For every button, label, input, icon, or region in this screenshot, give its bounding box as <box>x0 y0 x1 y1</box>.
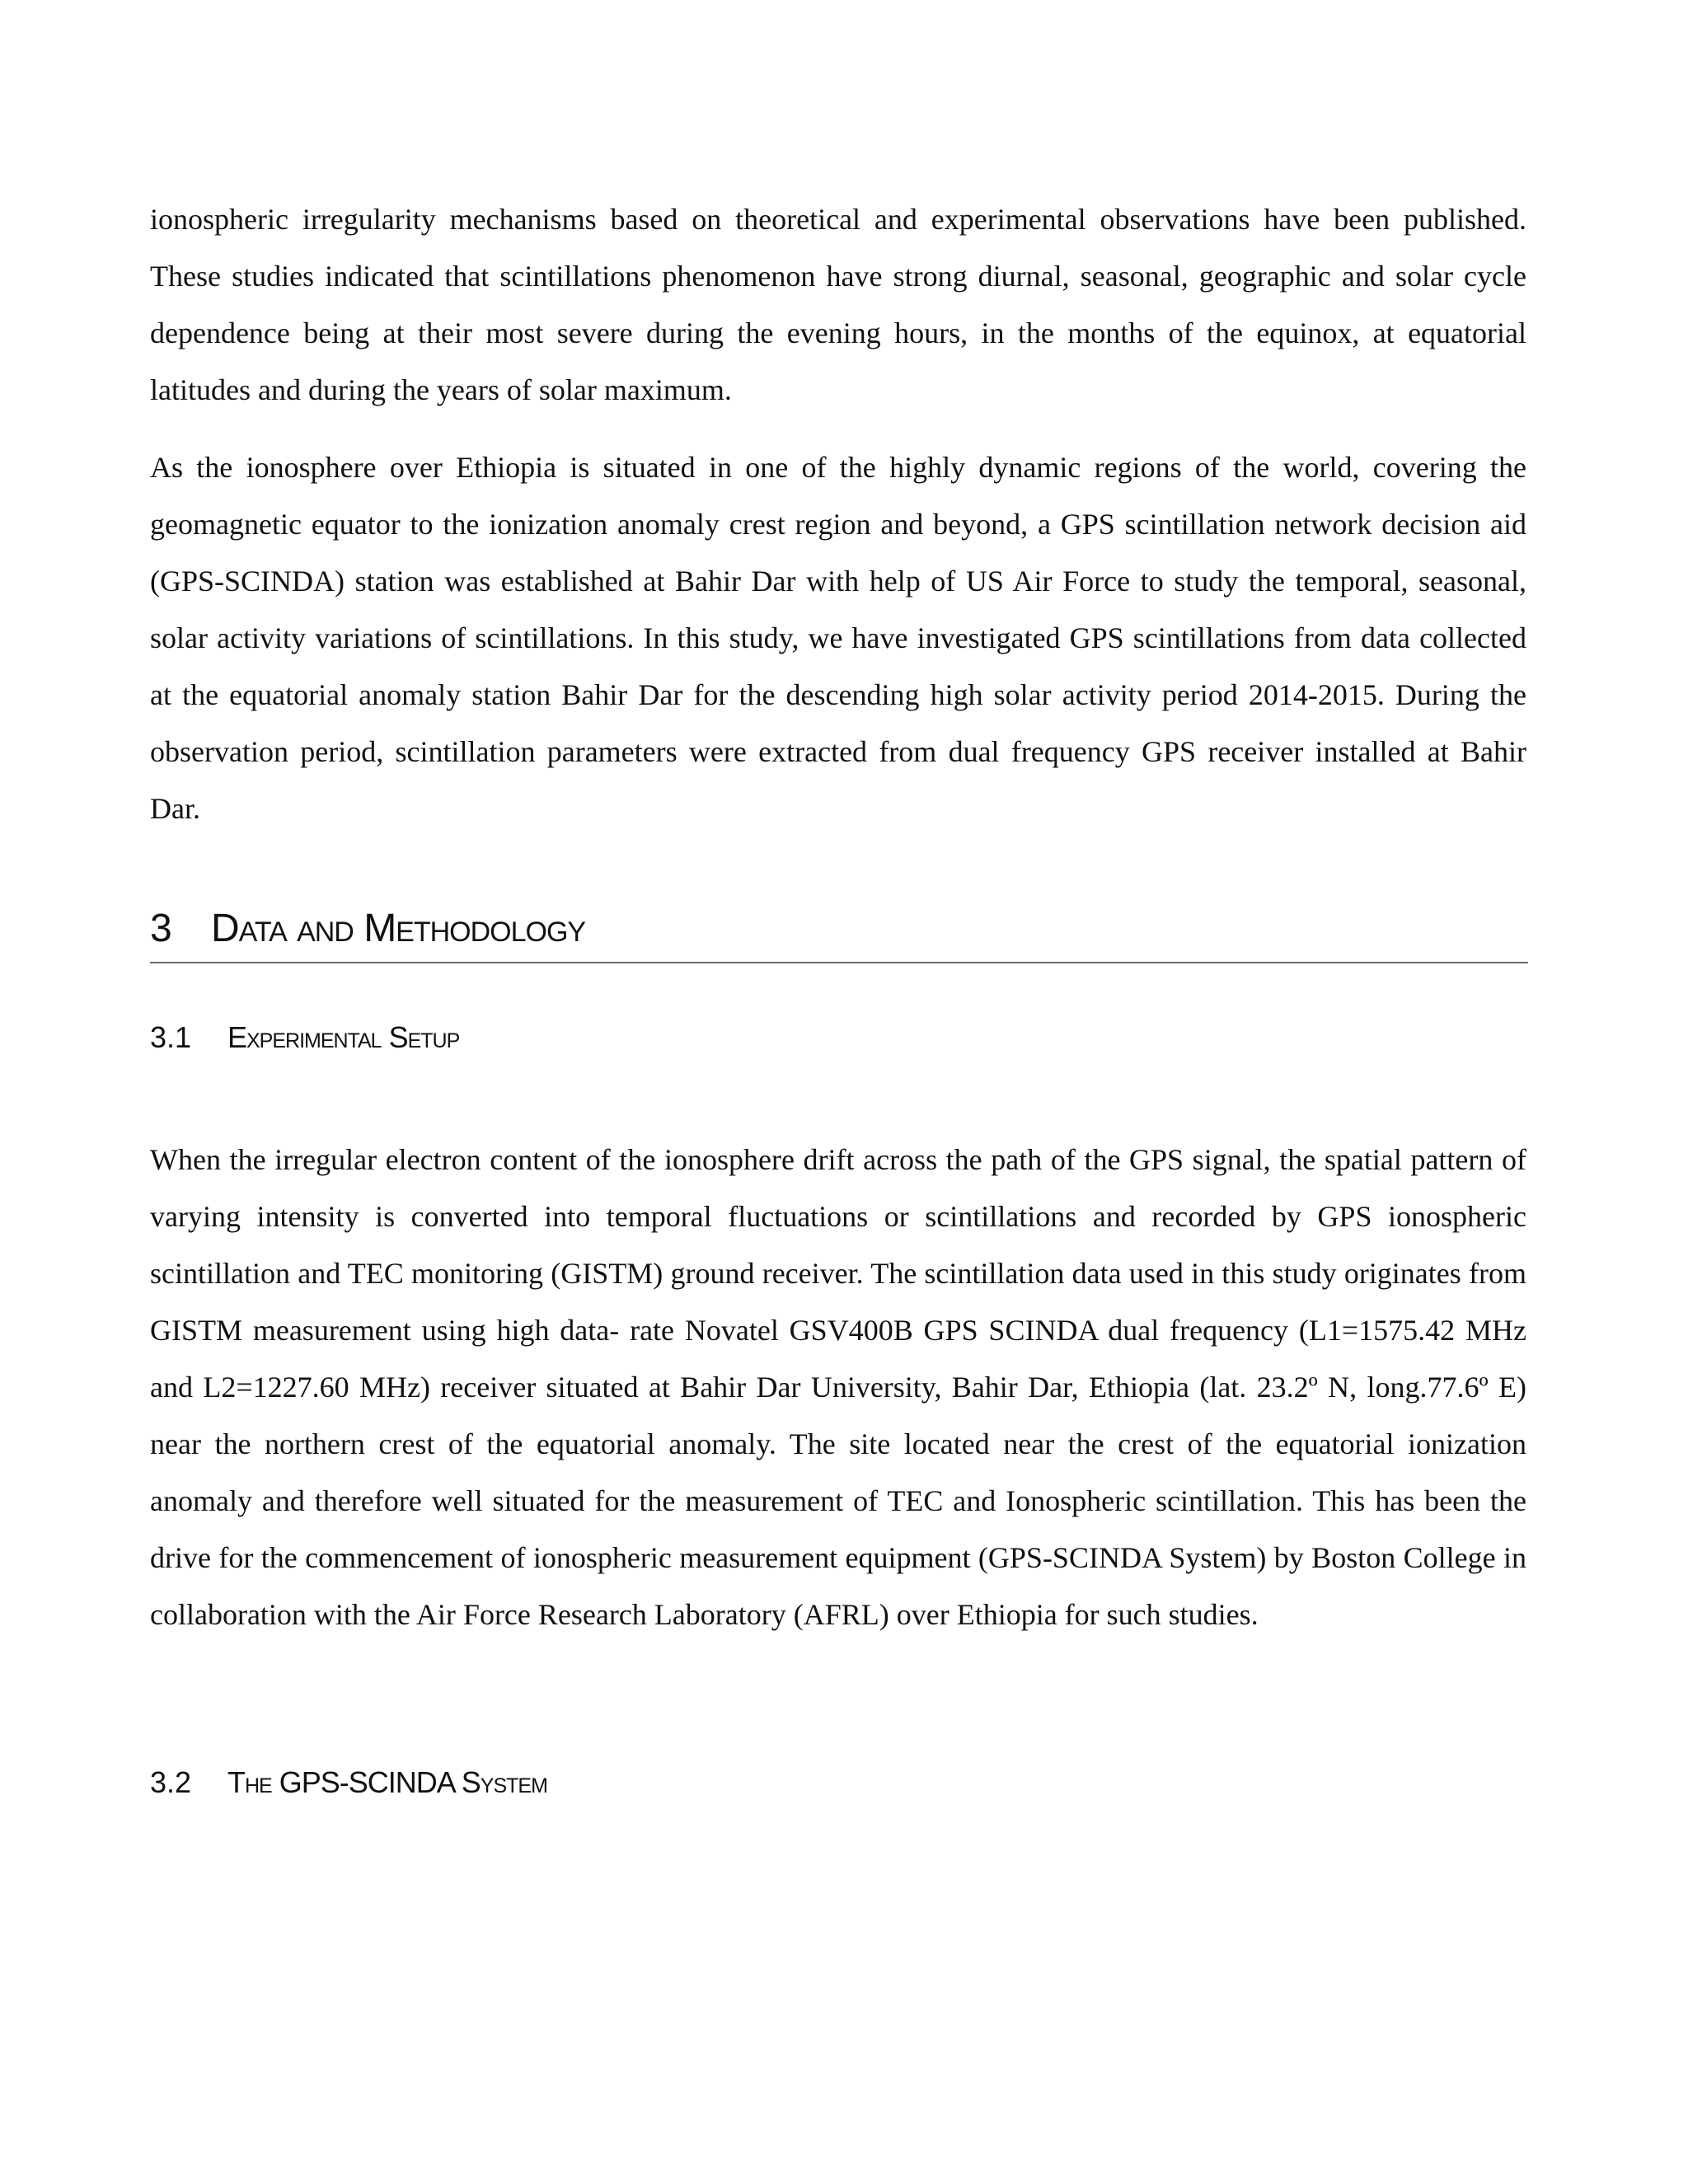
paragraph: ionospheric irregularity mechanisms based on theoretical and experimental observations have been published. These studies indicated that scintillations phenomenon have strong diurnal, seasonal, geographic and solar cycle dependence being at their most severe during the evening hours, in the months of the equinox, at equatorial latitudes and during the years of solar maximum. <box>150 203 1526 406</box>
paragraph: When the irregular electron content of the ionosphere drift across the path of the GPS signal, the spatial pattern of varying intensity is converted into temporal fluctuations or scintillations and recorded by GPS ionospheric scintillation and TEC monitoring (GISTM) ground receiver. The scintillation data used in this study originates from GISTM measurement using high data- rate Novatel GSV400B GPS SCINDA dual frequency (L1=1575.42 MHz and L2=1227.60 MHz) receiver situated at Bahir Dar University, Bahir Dar, Ethiopia (lat. 23.2º N, long.77.6º E) near the northern crest of the equatorial anomaly. The site located near the crest of the equatorial ionization anomaly and therefore well situated for the measurement of TEC and Ionospheric scintillation. This has been the drive for the commencement of ionospheric measurement equipment (GPS-SCINDA System) by Boston College in collaboration with the Air Force Research Laboratory (AFRL) over Ethiopia for such studies. <box>150 1143 1526 1631</box>
subsection-number: 3.2 <box>150 1765 192 1799</box>
subsection-title: Experimental Setup <box>227 1020 460 1054</box>
subsection-title: The GPS-SCINDA System <box>227 1765 547 1799</box>
section-3-1-text <box>150 1132 1526 1643</box>
section-number: 3 <box>150 907 172 950</box>
subsection-number: 3.1 <box>150 1020 192 1054</box>
intro-text-block <box>150 191 1526 837</box>
section-title: Data and Methodology <box>211 907 586 950</box>
section-3-heading <box>150 902 1528 963</box>
paragraph: As the ionosphere over Ethiopia is situated in one of the highly dynamic regions of the world, covering the geomagnetic equator to the ionization anomaly crest region and beyond, a GPS scintillation network decision aid (GPS-SCINDA) station was established at Bahir Dar with help of US Air Force to study the temporal, seasonal, solar activity variations of scintillations. In this study, we have investigated GPS scintillations from data collected at the equatorial anomaly station Bahir Dar for the descending high solar activity period 2014-2015. During the observation period, scintillation parameters were extracted from dual frequency GPS receiver installed at Bahir Dar. <box>150 451 1526 825</box>
